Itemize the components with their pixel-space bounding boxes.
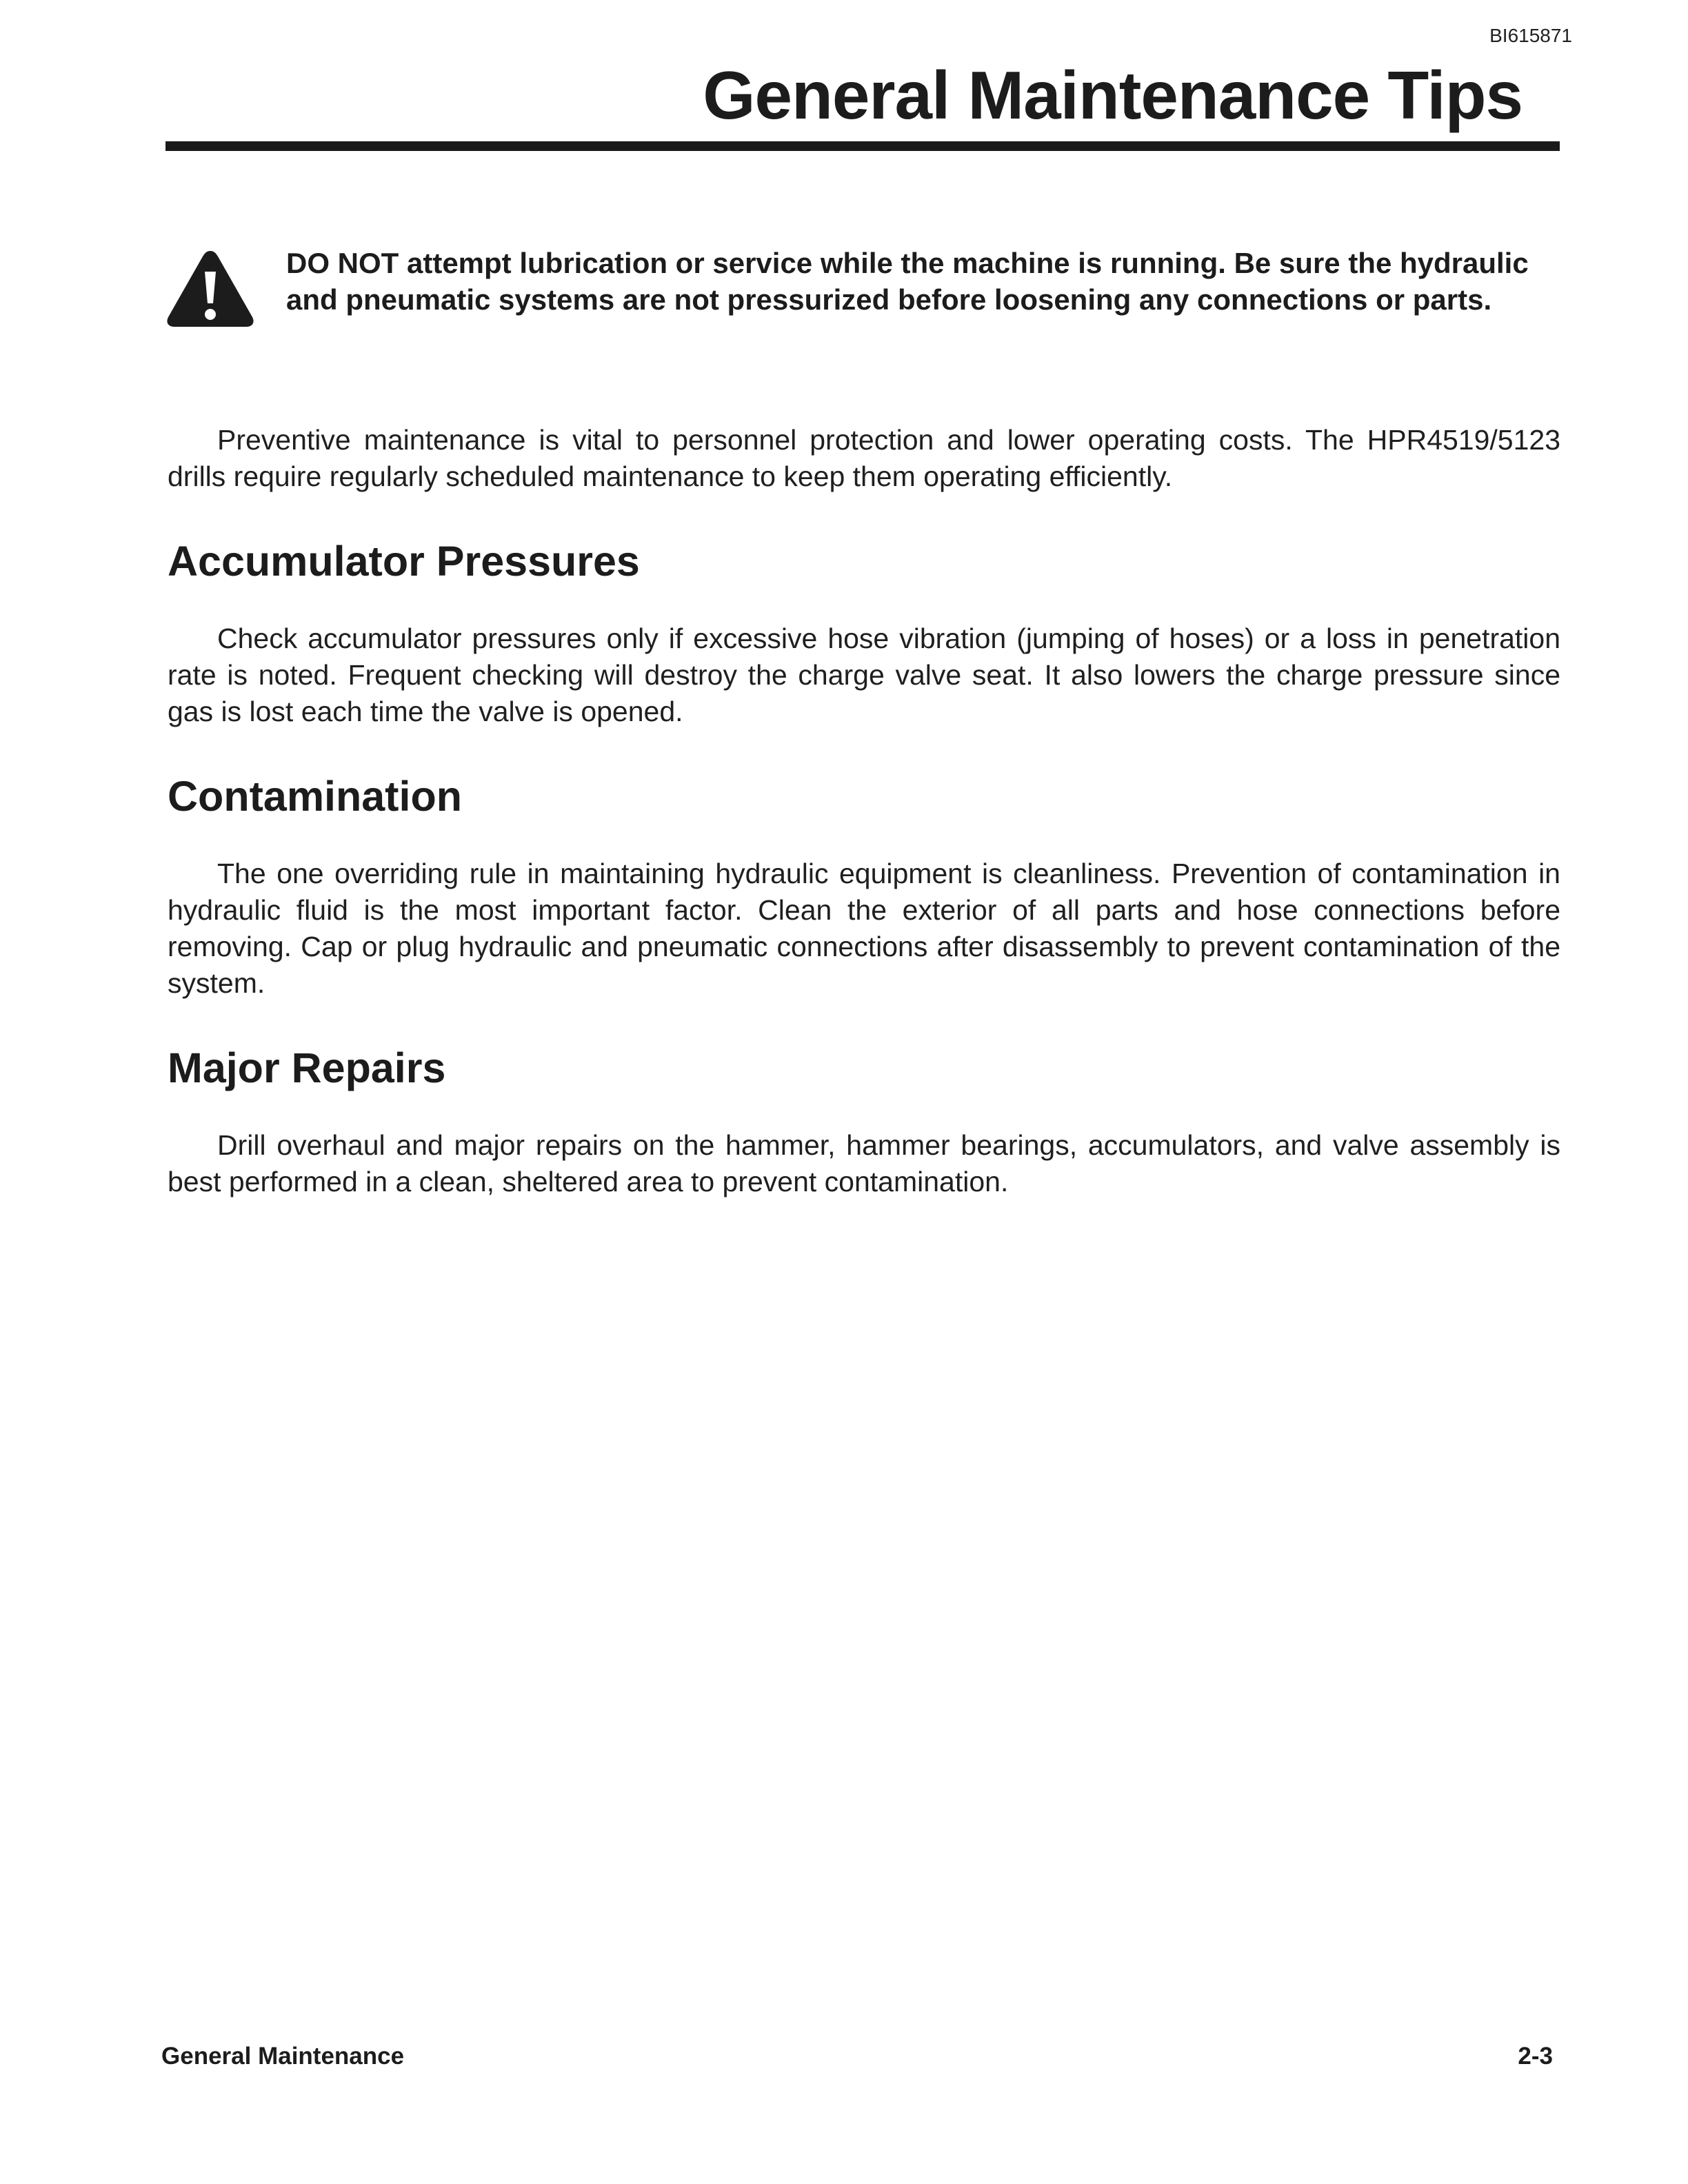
- document-id: BI615871: [1489, 25, 1572, 46]
- page-title: General Maintenance Tips: [703, 57, 1523, 133]
- warning-icon: [165, 248, 255, 330]
- title-rule: [165, 141, 1560, 151]
- main-content: [168, 422, 1560, 1200]
- intro-paragraph: Preventive maintenance is vital to personnel protection and lower operating costs. The HPR4519/5123 drills require regularly scheduled maintenance to keep them operating efficiently.: [168, 424, 1560, 492]
- section-heading-contamination: Contamination: [168, 773, 462, 820]
- warning-text: DO NOT attempt lubrication or service while the machine is running. Be sure the hydraulic and pneumatic systems are not pressurized before loosening any connections or parts.: [286, 247, 1529, 316]
- section-heading-accumulator-pressures: Accumulator Pressures: [168, 538, 640, 585]
- footer-section-name: General Maintenance: [161, 2043, 405, 2070]
- section-heading-major-repairs: Major Repairs: [168, 1044, 446, 1091]
- section-body-accumulator-pressures: Check accumulator pressures only if excessive hose vibration (jumping of hoses) or a loss in penetration rate is noted. Frequent checking will destroy the charge valve seat. It also lowers the charge pressure since gas is lost each time the valve is opened.: [168, 623, 1560, 727]
- section-body-major-repairs: Drill overhaul and major repairs on the hammer, hammer bearings, accumulators, and valve assembly is best performed in a clean, sheltered area to prevent contamination.: [168, 1129, 1560, 1197]
- footer-page-number: 2-3: [1518, 2043, 1553, 2070]
- section-body-contamination: The one overriding rule in maintaining hydraulic equipment is cleanliness. Prevention of contamination in hydraulic fluid is the most important factor. Clean the exterior of all parts and hose connections before removing. Cap or plug hydraulic and pneumatic connections after disassembly to prevent contamination of the system.: [168, 858, 1560, 999]
